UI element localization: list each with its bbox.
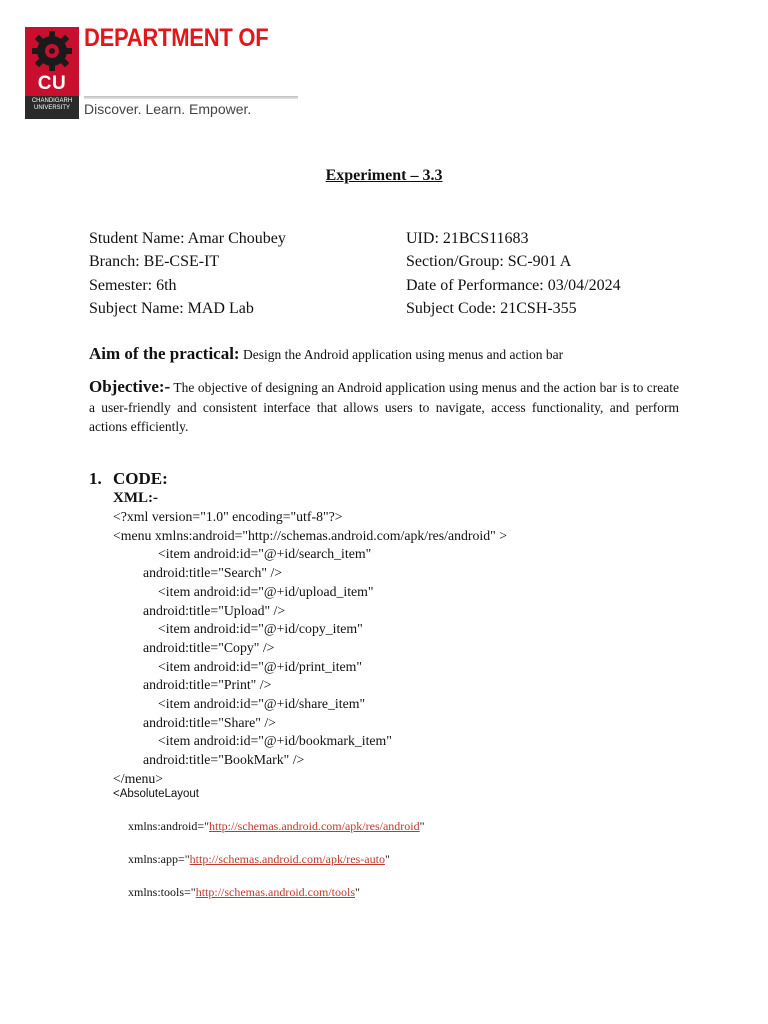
logo-cu-text: CU	[37, 73, 67, 94]
section-group: Section/Group: SC-901 A	[406, 253, 572, 271]
code-line: android:title="Upload" />	[143, 602, 286, 618]
header-divider	[84, 96, 298, 99]
attr-prefix: xmlns:app="	[128, 852, 190, 866]
subject-name: Subject Name: MAD Lab	[89, 299, 254, 317]
logo-university-line-2: UNIVERSITY	[33, 105, 70, 111]
code-line: </menu>	[113, 770, 164, 786]
attr-suffix: "	[384, 852, 390, 866]
xml-code-block	[113, 508, 507, 789]
department-heading: DEPARTMENT OF	[84, 24, 269, 52]
attr-prefix: xmlns:tools="	[128, 885, 196, 899]
code-line: <item android:id="@+id/copy_item"	[158, 621, 363, 637]
xml-subheading: XML:-	[113, 490, 158, 506]
xmlns-tools-attr	[128, 885, 360, 900]
logo-university-name	[25, 98, 79, 112]
aim-text: Design the Android application using menus and action bar	[242, 347, 564, 362]
schema-link[interactable]: http://schemas.android.com/tools	[195, 885, 355, 899]
objective-text: The objective of designing an Android application using menus and the action bar is to create a user-friendly and consistent interface that allows users to navigate, access functionality, and perform actions efficiently.	[89, 380, 680, 434]
objective-label: Objective:-	[89, 377, 171, 396]
attr-suffix: "	[355, 885, 360, 899]
code-line: android:title="Copy" />	[143, 639, 275, 655]
logo-university-line-1: CHANDIGARH	[31, 98, 73, 104]
uid: UID: 21BCS11683	[406, 230, 529, 247]
schema-link[interactable]: http://schemas.android.com/apk/res/android	[209, 819, 420, 833]
code-line: <?xml version="1.0" encoding="utf-8"?>	[113, 509, 343, 524]
university-tagline: Discover. Learn. Empower.	[84, 101, 252, 117]
aim-label: Aim of the practical:	[89, 344, 240, 363]
code-line: <item android:id="@+id/upload_item"	[158, 583, 374, 599]
section-title: CODE:	[113, 469, 168, 488]
attr-suffix: "	[419, 819, 425, 833]
date-of-performance: Date of Performance: 03/04/2024	[406, 276, 621, 294]
absolute-layout-tag: <AbsoluteLayout	[113, 788, 199, 800]
section-number: 1.	[89, 469, 102, 488]
xmlns-app-attr	[128, 852, 390, 867]
code-line: android:title="BookMark" />	[143, 752, 305, 768]
xmlns-android-attr	[128, 819, 425, 834]
subject-code: Subject Code: 21CSH-355	[406, 299, 577, 317]
student-info-left	[89, 227, 286, 320]
schema-link[interactable]: http://schemas.android.com/apk/res-auto	[189, 852, 385, 866]
gear-emblem-icon	[27, 29, 77, 73]
code-line: <item android:id="@+id/bookmark_item"	[158, 733, 392, 749]
code-line: android:title="Share" />	[143, 714, 276, 730]
code-line: <item android:id="@+id/share_item"	[158, 696, 366, 712]
code-line: <item android:id="@+id/search_item"	[158, 546, 372, 562]
objective-paragraph	[89, 377, 679, 437]
code-line: android:title="Print" />	[143, 677, 272, 693]
code-section-heading	[89, 469, 168, 489]
branch: Branch: BE-CSE-IT	[89, 253, 220, 271]
experiment-title: Experiment – 3.3	[325, 167, 443, 184]
student-name: Student Name: Amar Choubey	[89, 230, 286, 247]
attr-prefix: xmlns:android="	[128, 819, 209, 833]
code-line: <menu xmlns:android="http://schemas.android.com/apk/res/android" >	[113, 527, 508, 543]
code-line: <item android:id="@+id/print_item"	[158, 658, 363, 674]
aim-paragraph	[89, 344, 679, 364]
semester: Semester: 6th	[89, 276, 177, 294]
student-info-right	[406, 227, 621, 320]
code-line: android:title="Search" />	[143, 565, 283, 581]
